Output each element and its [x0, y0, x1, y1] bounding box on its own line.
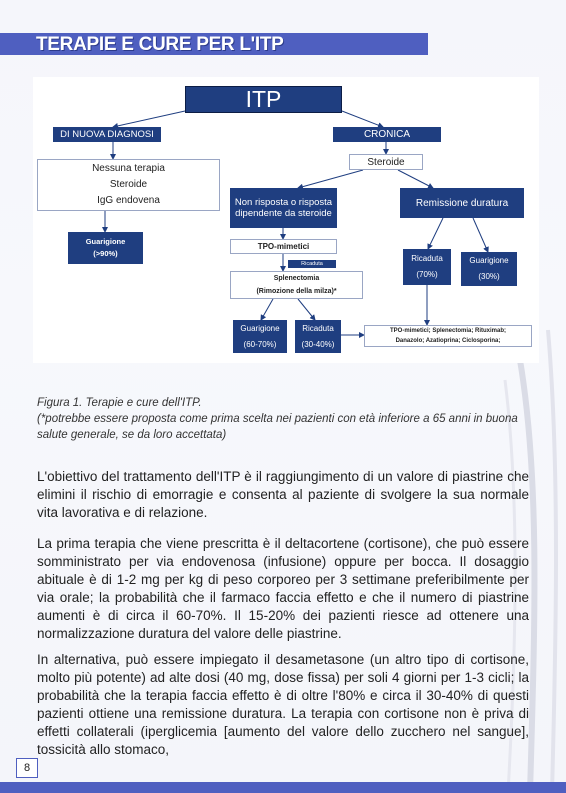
- tpo-mimetici-node: TPO-mimetici: [230, 239, 337, 254]
- paragraph-alternative: In alternativa, può essere impiegato il desametasone (un altro tipo di cortisone, molto più potente) ad alte dosi (40 mg, dose fissa) per soli 4 giorni per 1-3 cicli; la probabilità che la terapia faccia effetto è di oltre l'80% e circa il 30-40% di questi pazienti ottiene una remissione duratura. La terapia con cortisone non è priva di effetti collaterali (iperglicemia [aumento del valore dello zucchero nel sangue], tossicità allo stomaco,: [37, 652, 529, 757]
- guarigione-90-node: [68, 232, 143, 264]
- ricaduta-30-40-node: [295, 320, 341, 353]
- footer-bar: [0, 782, 566, 793]
- ricaduta-small-node: Ricaduta: [288, 260, 336, 268]
- caption-title: Figura 1. Terapie e cure dell'ITP.: [37, 397, 202, 409]
- second-line-treatments-node: [364, 325, 532, 347]
- page-number: 8: [16, 758, 38, 778]
- paragraph-objective: L'obiettivo del trattamento dell'ITP è il raggiungimento di un valore di piastrine che elimini il rischio di emorragie e consenta al paziente di svolgere la sua normale vita lavorativa e di relazione.: [37, 469, 529, 520]
- steroide-node: Steroide: [349, 154, 423, 170]
- treatment-line: Danazolo; Azatioprina; Ciclosporina;: [395, 338, 501, 344]
- ricaduta-70-node: [403, 249, 451, 285]
- cronica-node: CRONICA: [333, 127, 441, 142]
- node-label: Ricaduta: [411, 254, 443, 263]
- treatment-item: Nessuna terapia: [92, 163, 165, 174]
- node-percent: (30-40%): [301, 339, 335, 349]
- node-label: Guarigione: [85, 237, 126, 246]
- node-note: (Rimozione della milza)*: [256, 288, 337, 295]
- figure-caption: [37, 395, 537, 443]
- therapy-flowchart: [33, 77, 539, 363]
- treatment-item: Steroide: [109, 179, 148, 190]
- node-percent: (>90%): [93, 249, 118, 258]
- splenectomia-node: [230, 271, 363, 299]
- remissione-node: Remissione duratura: [400, 188, 524, 218]
- treatment-item: IgG endovena: [97, 195, 160, 206]
- node-percent: (60-70%): [243, 339, 277, 349]
- node-percent: (30%): [478, 272, 500, 281]
- guarigione-30-node: [461, 252, 517, 286]
- itp-root-node: ITP: [185, 86, 342, 113]
- node-percent: (70%): [416, 270, 438, 279]
- paragraph-first-therapy: La prima terapia che viene prescritta è il deltacortene (cortisone), che può essere somministrato per via endovenosa (infusione) oppure per bocca. Il dosaggio abituale è di 1-2 mg per kg di peso corporeo per 3 settimane preferibilmente per via orale; la probabilità che il farmaco faccia effetto e che il numero di piastrine aumenti è di circa il 60-70%. Il 15-20% dei pazienti riesce ad ottenere una normalizzazione duratura del valore delle piastrine.: [37, 536, 529, 641]
- nuova-diagnosi-node: DI NUOVA DIAGNOSI: [53, 127, 161, 142]
- guarigione-60-70-node: [233, 320, 287, 353]
- section-title: TERAPIE E CURE PER L'ITP: [36, 34, 284, 55]
- caption-note: (*potrebbe essere proposta come prima scelta nei pazienti con età inferiore a 65 anni in buona salute generale, se da loro accettata): [37, 413, 518, 441]
- node-label: Ricaduta: [302, 323, 334, 333]
- treatment-line: TPO-mimetici; Splenectomia; Rituximab;: [389, 328, 507, 334]
- node-label: Guarigione: [240, 323, 280, 333]
- section-title-bar: [0, 33, 428, 55]
- nuova-diagnosi-treatments: [37, 159, 220, 211]
- non-risposta-node: Non risposta o risposta dipendente da steroide: [230, 188, 337, 228]
- node-label: Guarigione: [469, 256, 509, 265]
- node-label: Splenectomia: [273, 275, 320, 282]
